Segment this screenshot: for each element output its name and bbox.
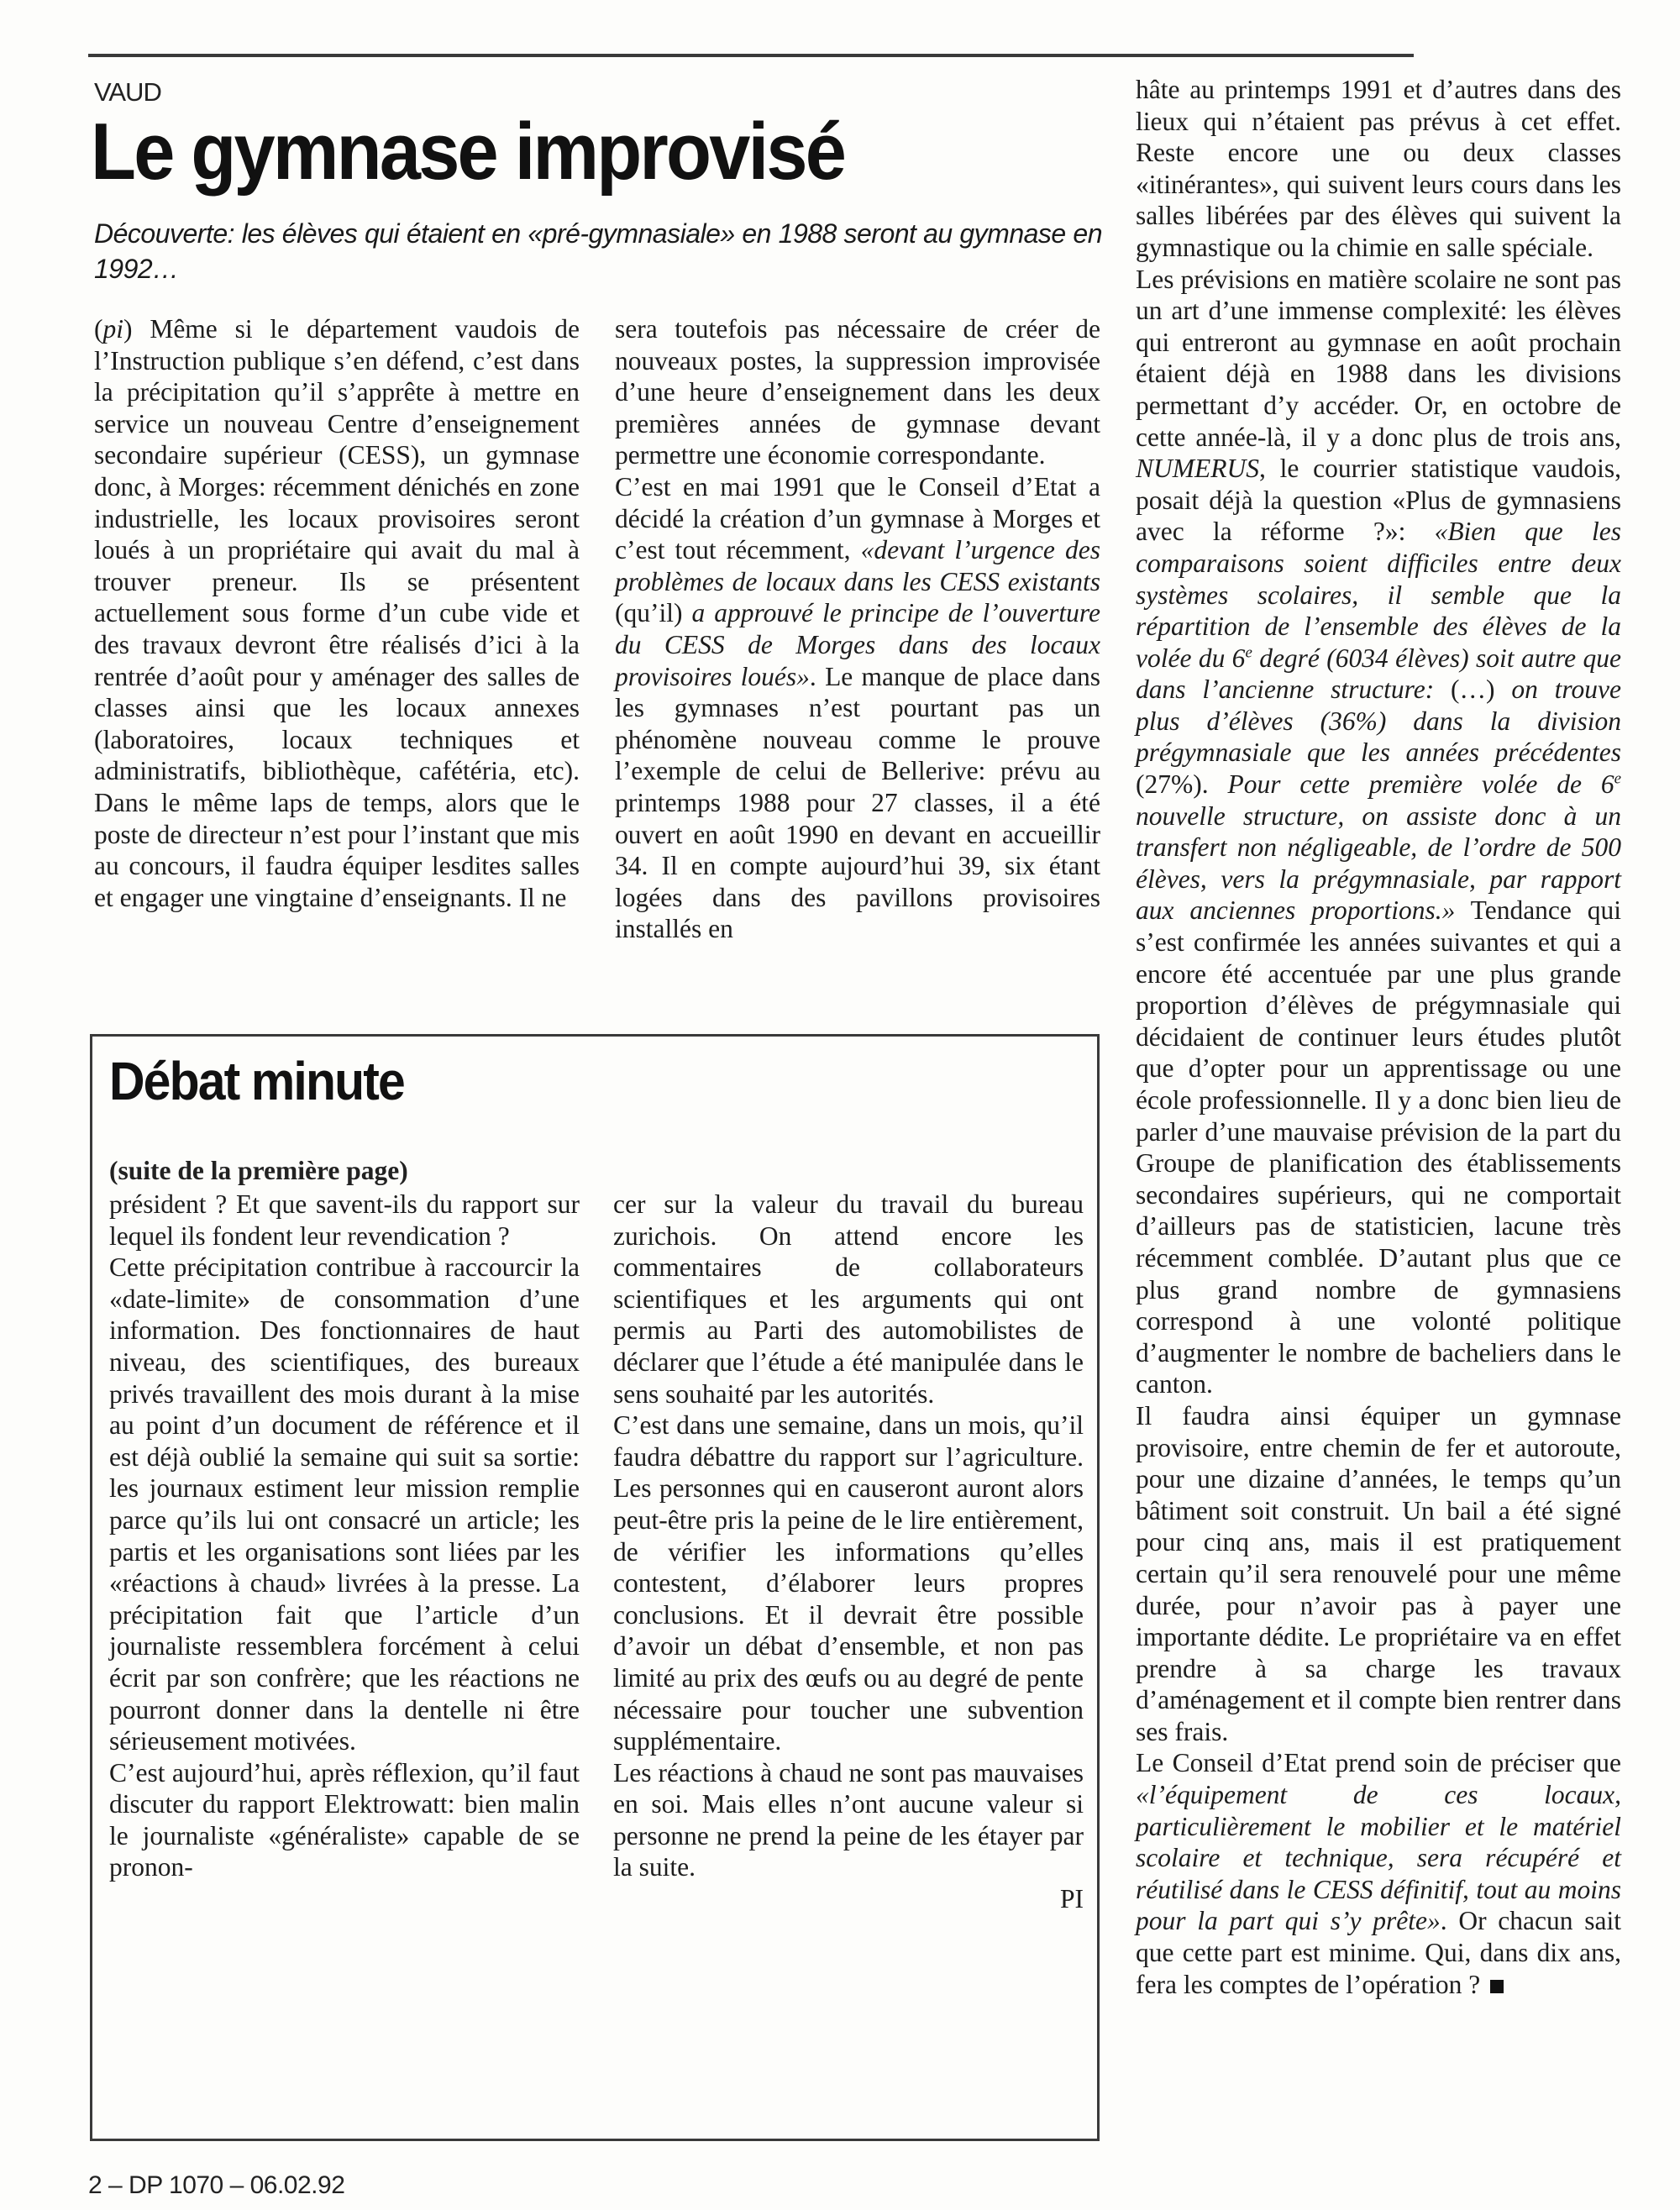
end-mark-icon: [1490, 1980, 1504, 1993]
paragraph: C’est dans une semaine, dans un mois, qu’il faudra débattre du rapport sur l’agriculture. Les personnes qui en causeront auront alors peut-être pris la peine de le lire entièrement, de vérifier les informations qu’elles contestent, d’élaborer leurs propres conclusions. Et il devrait être possible d’avoir un débat d’ensemble, et non pas limité au prix des œufs ou au degré de pente nécessaire pour toucher une subvention supplémentaire.: [613, 1410, 1084, 1756]
paragraph: C’est aujourd’hui, après réflexion, qu’il faut discuter du rapport Elektrowatt: bien malin le journaliste «généraliste» capable de se pronon-: [109, 1757, 580, 1882]
article-title: Le gymnase improvisé: [91, 107, 845, 197]
paragraph: président ? Et que savent-ils du rapport sur lequel ils fondent leur revendication ?: [109, 1189, 580, 1251]
quote: a approuvé le principe de l’ouverture du CESS de Morges dans des locaux provisoires loués»: [615, 598, 1100, 691]
paragraph: Les prévisions en matière scolaire ne sont pas un art d’une immense complexité: les élèves qui entreront au gymnase en août prochain étaient déjà en 1988 dans les divisions permettant d’y accéder. Or, en octobre de cette année-là, il y a donc plus de trois ans, NUMERUS, le courrier statistique vaudois, posait déjà la question «Plus de gymnasiens avec la réforme ?»: «Bien que les comparaisons soient difficiles entre deux systèmes scolaires, il semble que la répartition de l’ensemble des élèves de la volée du 6e degré (6034 élèves) soit autre que dans l’ancienne structure: (…) on trouve plus d’élèves (36%) dans la division prégymnasiale que les années précédentes (27%). Pour cette première volée de 6e nouvelle structure, on assiste donc à un transfert non négligeable, de l’ordre de 500 élèves, vers la prégymnasiale, par rapport aux anciennes proportions.» Tendance qui s’est confirmée les années suivantes et qui a encore été accentuée par une plus grande proportion d’élèves de prégymnasiale qui décidaient de continuer leurs études plutôt que d’opter pour un apprentissage ou une école professionnelle. Il y a donc bien lieu de parler d’une mauvaise prévision de la part du Groupe de planification des établissements secondaires supérieurs, qui ne comportait d’ailleurs pas de statisticien, lacune très récemment comblée. D’autant plus que ce plus grand nombre de gymnasiens correspond à une volonté politique d’augmenter le nombre de bacheliers dans le canton.: [1136, 264, 1622, 1399]
paragraph: cer sur la valeur du travail du bureau zurichois. On attend encore les commentaires de collaborateurs scientifiques et les arguments qui ont permis au Parti des automobilistes de déclarer que l’étude a été manipulée dans le sens souhaité par les autorités.: [613, 1189, 1084, 1409]
page-footer: 2 – DP 1070 – 06.02.92: [88, 2171, 345, 2199]
paragraph: (pi) Même si le département vaudois de l’Instruction publique s’en défend, c’est dans la précipitation qu’il s’apprête à mettre en service un nouveau Centre d’enseignement secondaire supérieur (CESS), un gymnase donc, à Morges: récemment dénichés en zone industrielle, les locaux provisoires seront loués à un propriétaire qui avait du mal à trouver preneur. Ils se présentent actuellement sous forme d’un cube vide et des travaux devront être réalisés d’ici à la rentrée d’août pour y aménager des salles de classes ainsi que les locaux annexes (laboratoires, locaux techniques et administratifs, bibliothèque, cafétéria, etc). Dans le même laps de temps, alors que le poste de directeur n’est pour l’instant que mis au concours, il faudra équiper lesdites salles et engager une vingtaine d’enseignants. Il ne: [94, 314, 580, 912]
article-column-3: [1136, 74, 1621, 2000]
quote: «l’équipement de ces locaux, particulièrement le mobilier et le matériel scolaire et technique, sera récupéré et réutilisé dans le CESS définitif, tout au moins pour la part qui s’y prête»: [1136, 1780, 1621, 1936]
article-column-1: [94, 313, 580, 913]
paragraph: Le Conseil d’Etat prend soin de préciser que «l’équipement de ces locaux, particulièrement le mobilier et le matériel scolaire et technique, sera récupéré et réutilisé dans le CESS définitif, tout au moins pour la part qui s’y prête». Or chacun sait que cette part est minime. Qui, dans dix ans, fera les comptes de l’opération ?: [1136, 1748, 1621, 1999]
paragraph: sera toutefois pas nécessaire de créer de nouveaux postes, la suppression improvisée d’une heure d’enseignement dans les deux premières années de gymnase devant permettre une économie correspondante.: [615, 314, 1100, 470]
byline: pi: [102, 314, 124, 344]
quote: «devant l’urgence des problèmes de locaux dans les CESS existants: [615, 535, 1100, 596]
paragraph: Il faudra ainsi équiper un gymnase provisoire, entre chemin de fer et autoroute, pour une dizaine d’années, le temps qu’un bâtiment soit construit. Un bail a été signé pour cinq ans, mais il est pratiquement certain qu’il sera renouvelé pour une même durée, pour n’avoir pas à payer une importante dédite. Le propriétaire va en effet prendre à sa charge les travaux d’aménagement et il compte bien rentrer dans ses frais.: [1136, 1400, 1621, 1746]
paragraph: hâte au printemps 1991 et d’autres dans des lieux qui n’étaient pas prévus à cet effet. Reste encore une ou deux classes «itinérantes», qui suivent leurs cours dans les salles libérées par des élèves qui suivent la gymnastique ou la chimie en salle spéciale.: [1136, 75, 1621, 262]
sidebar-column-2: [613, 1189, 1084, 1915]
paragraph: Les réactions à chaud ne sont pas mauvaises en soi. Mais elles n’ont aucune valeur si personne ne prend la peine de les étayer par la suite.: [613, 1757, 1084, 1882]
top-rule: [88, 54, 1414, 57]
paragraph: C’est en mai 1991 que le Conseil d’Etat a décidé la création d’un gymnase à Morges et c’est tout récemment, «devant l’urgence des problèmes de locaux dans les CESS existants (qu’il) a approuvé le principe de l’ouverture du CESS de Morges dans des locaux provisoires loués». Le manque de place dans les gymnases n’est pourtant pas un phénomène nouveau comme le prouve l’exemple de celui de Bellerive: prévu au printemps 1988 pour 27 classes, il a été ouvert en août 1990 en devant en accueillir 34. Il en compte aujourd’hui 39, six étant logées dans des pavillons provisoires installés en: [615, 471, 1100, 944]
paragraph: Cette précipitation contribue à raccourcir la «date-limite» de consommation d’une information. Des fonctionnaires de haut niveau, des scientifiques, des bureaux privés travaillent des mois durant à la mise au point d’un document de référence et il est déjà oublié la semaine qui suit sa sortie: les journaux estiment leur mission remplie parce qu’ils lui ont consacré un article; les partis et les organisations sont liées par les «réactions à chaud» livrées à la presse. La précipitation fait que l’article d’un journaliste ressemblera forcément à celui écrit par son confrère; que les réactions ne pourront donner dans la dentelle ni être sérieusement motivées.: [109, 1252, 580, 1756]
quote: «Bien que les comparaisons soient difficiles entre deux systèmes scolaires, il semble que la répartition de l’ensemble des élèves de la volée du 6: [1136, 517, 1621, 673]
sidebar-title: Débat minute: [109, 1051, 404, 1111]
section-label: VAUD: [94, 77, 161, 107]
signature: PI: [1059, 1884, 1084, 1914]
publication-name: NUMERUS: [1136, 454, 1259, 484]
article-column-2: [615, 313, 1100, 945]
sidebar-column-1: [109, 1189, 580, 1883]
article-lede: Découverte: les élèves qui étaient en «pré-gymnasiale» en 1988 seront au gymnase en 1992…: [94, 218, 1102, 284]
sidebar-subtitle: (suite de la première page): [109, 1156, 408, 1185]
